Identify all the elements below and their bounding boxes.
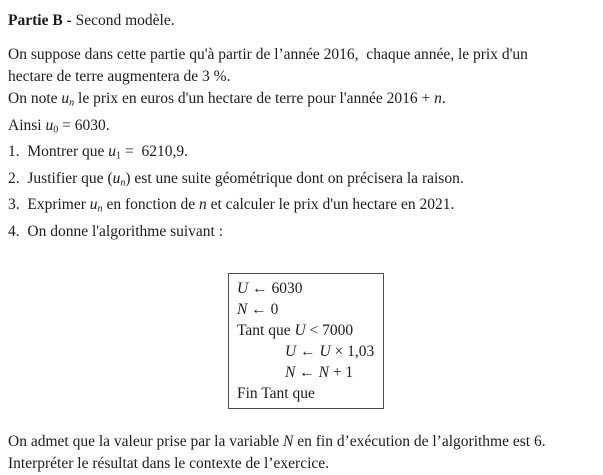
- footer-block: [8, 431, 603, 475]
- question-4: 4. On donne l'algorithme suivant :: [8, 222, 224, 240]
- algo-line-update-u: U ← U × 1,03: [285, 342, 375, 360]
- definition-line-un: On note un le prix en euros d'un hectare de terre pour l'année 2016 + n.: [8, 90, 446, 109]
- algorithm-box: [228, 273, 384, 409]
- algo-line-while: Tant que U < 7000: [237, 321, 354, 339]
- intro-line-1: On suppose dans cette partie qu'à partir de l’année 2016, chaque année, le prix d'un: [8, 46, 528, 63]
- question-2: 2. Justifier que (un) est une suite géométrique dont on précisera la raison.: [8, 169, 464, 189]
- section-title: Partie B - Second modèle.: [8, 12, 175, 29]
- algo-line-init-n: N ← 0: [237, 300, 279, 318]
- algo-line-end-while: Fin Tant que: [237, 384, 315, 402]
- algo-line-init-u: U ← 6030: [237, 279, 303, 297]
- intro-line-2: hectare de terre augmentera de 3 %.: [8, 68, 231, 85]
- definition-line-u0: Ainsi u0 = 6030.: [8, 116, 110, 136]
- question-1: 1. Montrer que u1 = 6210,9.: [8, 143, 188, 162]
- footer-line-1: On admet que la valeur prise par la variable N en fin d’exécution de l’algorithme est 6.: [8, 432, 546, 450]
- algo-line-update-n: N ← N + 1: [285, 363, 354, 381]
- question-3: 3. Exprimer un en fonction de n et calculer le prix d'un hectare en 2021.: [8, 196, 455, 215]
- footer-line-2: Interpréter le résultat dans le contexte de l’exercice.: [8, 454, 330, 472]
